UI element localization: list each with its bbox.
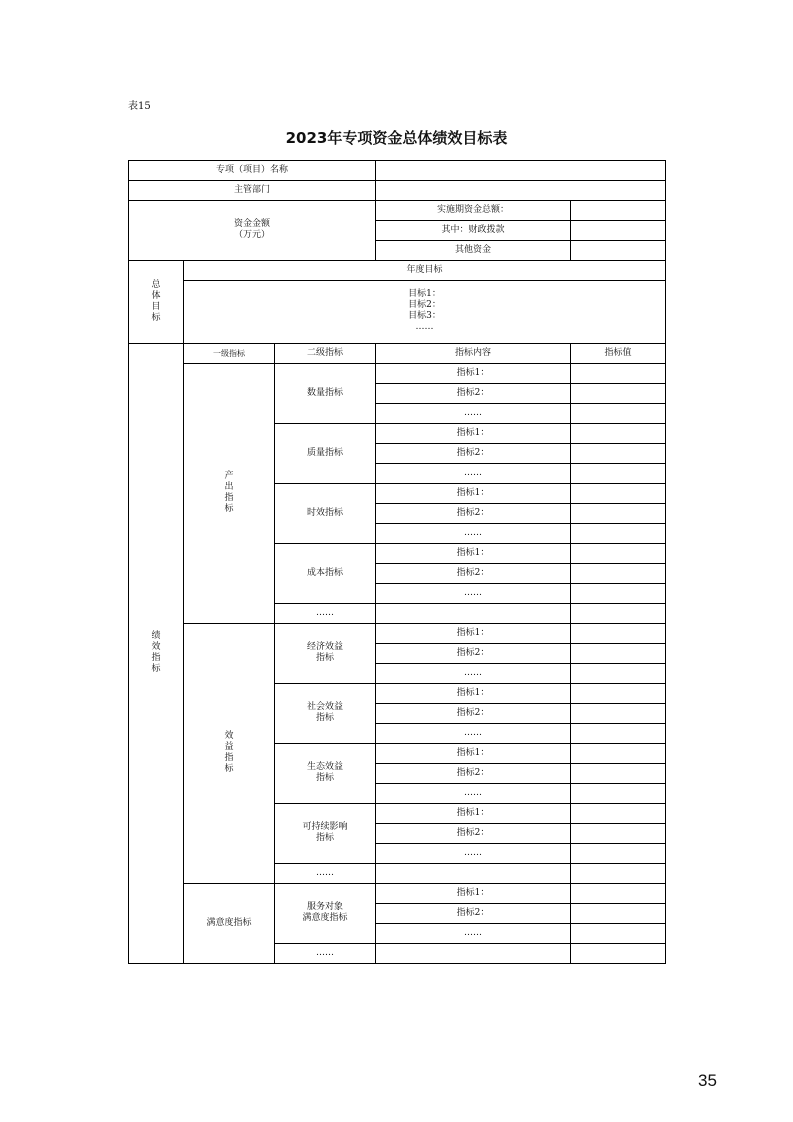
cost-indicator: 成本指标	[275, 543, 376, 603]
target-3: 目标3：	[408, 310, 441, 321]
indicator-value[interactable]	[571, 803, 666, 823]
indicator-content[interactable]	[376, 943, 571, 963]
indicator-content[interactable]: 指标1：	[376, 363, 571, 383]
indicator-content[interactable]: ……	[376, 923, 571, 943]
indicator-value[interactable]	[571, 403, 666, 423]
indicator-value[interactable]	[571, 423, 666, 443]
department-value[interactable]	[376, 180, 666, 200]
indicator-value[interactable]	[571, 923, 666, 943]
indicator-content[interactable]: ……	[376, 663, 571, 683]
indicator-content[interactable]	[376, 863, 571, 883]
table-code: 表15	[128, 101, 151, 112]
indicator-content[interactable]: 指标1：	[376, 803, 571, 823]
indicator-value[interactable]	[571, 503, 666, 523]
indicator-content[interactable]: 指标2：	[376, 563, 571, 583]
indicator-value[interactable]	[571, 943, 666, 963]
indicator-value[interactable]	[571, 363, 666, 383]
indicator-value[interactable]	[571, 683, 666, 703]
indicator-content[interactable]: 指标2：	[376, 503, 571, 523]
indicator-value[interactable]	[571, 563, 666, 583]
indicator-value[interactable]	[571, 823, 666, 843]
output-more: ……	[275, 603, 376, 623]
indicator-content[interactable]: ……	[376, 403, 571, 423]
indicator-content[interactable]: 指标1：	[376, 883, 571, 903]
other-funds-value[interactable]	[571, 240, 666, 260]
indicator-content[interactable]: ……	[376, 523, 571, 543]
indicator-content[interactable]: 指标2：	[376, 703, 571, 723]
project-name-label: 专项（项目）名称	[129, 160, 376, 180]
department-label: 主管部门	[129, 180, 376, 200]
col-level2: 二级指标	[275, 343, 376, 363]
indicator-value[interactable]	[571, 883, 666, 903]
economic-indicator: 经济效益 指标	[275, 623, 376, 683]
satisfaction-more: ……	[275, 943, 376, 963]
indicator-content[interactable]: 指标1：	[376, 683, 571, 703]
indicator-value[interactable]	[571, 583, 666, 603]
indicator-content[interactable]: 指标2：	[376, 763, 571, 783]
total-funds-label: 实施期资金总额：	[376, 200, 571, 220]
indicator-value[interactable]	[571, 663, 666, 683]
other-funds-label: 其他资金	[376, 240, 571, 260]
social-indicator: 社会效益 指标	[275, 683, 376, 743]
indicator-value[interactable]	[571, 843, 666, 863]
indicator-content[interactable]: 指标2：	[376, 823, 571, 843]
target-more: ……	[415, 321, 434, 332]
indicator-content[interactable]: 指标2：	[376, 443, 571, 463]
sustainability-indicator: 可持续影响 指标	[275, 803, 376, 863]
indicator-value[interactable]	[571, 903, 666, 923]
indicator-content[interactable]: ……	[376, 723, 571, 743]
indicator-value[interactable]	[571, 703, 666, 723]
col-content: 指标内容	[376, 343, 571, 363]
indicator-value[interactable]	[571, 543, 666, 563]
col-level1: 一级指标	[184, 343, 275, 363]
indicator-content[interactable]: 指标1：	[376, 423, 571, 443]
indicator-value[interactable]	[571, 623, 666, 643]
indicator-value[interactable]	[571, 463, 666, 483]
page-title: 2023年专项资金总体绩效目标表	[285, 129, 508, 147]
perf-indicator-label: 绩效指标	[129, 343, 184, 963]
col-value: 指标值	[571, 343, 666, 363]
indicator-content[interactable]: 指标1：	[376, 483, 571, 503]
indicator-value[interactable]	[571, 523, 666, 543]
output-indicator: 产出指标	[184, 363, 275, 623]
annual-targets[interactable]	[184, 280, 666, 343]
target-1: 目标1：	[408, 288, 441, 299]
service-satisfaction-indicator: 服务对象 满意度指标	[275, 883, 376, 943]
indicator-content[interactable]: 指标2：	[376, 903, 571, 923]
indicator-value[interactable]	[571, 643, 666, 663]
page-number: 35	[698, 1071, 717, 1090]
quantity-indicator: 数量指标	[275, 363, 376, 423]
indicator-content[interactable]: ……	[376, 463, 571, 483]
indicator-content[interactable]: 指标2：	[376, 383, 571, 403]
indicator-value[interactable]	[571, 863, 666, 883]
indicator-value[interactable]	[571, 443, 666, 463]
project-name-value[interactable]	[376, 160, 666, 180]
total-funds-value[interactable]	[571, 200, 666, 220]
indicator-value[interactable]	[571, 743, 666, 763]
indicator-content[interactable]: ……	[376, 783, 571, 803]
indicator-content[interactable]	[376, 603, 571, 623]
indicator-value[interactable]	[571, 603, 666, 623]
indicator-content[interactable]: 指标1：	[376, 623, 571, 643]
overall-target-label: 总体目标	[129, 260, 184, 343]
indicator-value[interactable]	[571, 763, 666, 783]
indicator-content[interactable]: ……	[376, 843, 571, 863]
fiscal-funds-value[interactable]	[571, 220, 666, 240]
quality-indicator: 质量指标	[275, 423, 376, 483]
fiscal-funds-label: 其中：财政拨款	[376, 220, 571, 240]
annual-goal-header: 年度目标	[184, 260, 666, 280]
performance-target-table	[128, 160, 666, 964]
timeliness-indicator: 时效指标	[275, 483, 376, 543]
indicator-content[interactable]: ……	[376, 583, 571, 603]
funds-label: 资金金额 （万元）	[129, 200, 376, 260]
indicator-content[interactable]: 指标1：	[376, 543, 571, 563]
benefit-more: ……	[275, 863, 376, 883]
indicator-content[interactable]: 指标1：	[376, 743, 571, 763]
target-2: 目标2：	[408, 299, 441, 310]
indicator-value[interactable]	[571, 783, 666, 803]
indicator-value[interactable]	[571, 723, 666, 743]
indicator-content[interactable]: 指标2：	[376, 643, 571, 663]
ecological-indicator: 生态效益 指标	[275, 743, 376, 803]
satisfaction-indicator: 满意度指标	[184, 883, 275, 963]
indicator-value[interactable]	[571, 483, 666, 503]
benefit-indicator: 效益指标	[184, 623, 275, 883]
indicator-value[interactable]	[571, 383, 666, 403]
